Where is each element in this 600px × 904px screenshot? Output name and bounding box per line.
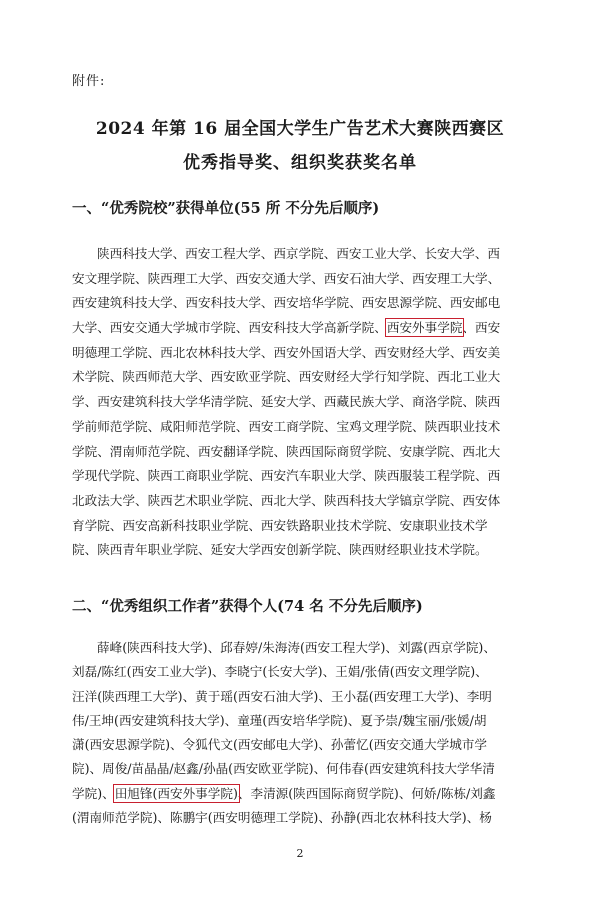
paragraph-line: 育学院、西安高新科技职业学院、西安铁路职业技术学院、安康职业技术学: [72, 517, 488, 533]
paragraph-line: 潇(西安思源学院)、令狐代文(西安邮电大学)、孙蕾忆(西安交通大学城市学: [72, 737, 487, 753]
paragraph-line: 院、陕西青年职业学院、延安大学西安创新学院、陕西财经职业技术学院。: [72, 542, 488, 558]
paragraph-line: 安文理学院、陕西理工大学、西安交通大学、西安石油大学、西安理工大学、: [72, 270, 501, 286]
document-title-line2: 优秀指导奖、组织奖获奖名单: [183, 153, 417, 173]
paragraph-line: 明德理工学院、西北农林科技大学、西安外国语大学、西安财经大学、西安美: [72, 344, 501, 360]
paragraph-line: 学、西安建筑科技大学华清学院、延安大学、西藏民族大学、商洛学院、陕西: [72, 394, 501, 410]
paragraph-line: 大学、西安交通大学城市学院、西安科技大学高新学院、西安外事学院、西安: [72, 320, 501, 336]
section2-paragraph: [72, 636, 532, 830]
section2-heading: 二、“优秀组织工作者”获得个人(74 名 不分先后顺序): [72, 598, 423, 615]
paragraph-line: 刘磊/陈红(西安工业大学)、李晓宁(长安大学)、王娟/张倩(西安文理学院)、: [72, 664, 488, 680]
paragraph-line: 汪洋(陕西理工大学)、黄于瑶(西安石油大学)、王小磊(西安理工大学)、李明: [72, 688, 492, 704]
paragraph-line: 伟/王坤(西安建筑科技大学)、童瑾(西安培华学院)、夏予崇/魏宝丽/张媛/胡: [72, 712, 487, 728]
paragraph-line: (渭南师范学院)、陈鹏宇(西安明德理工学院)、孙静(西北农林科技大学)、杨: [72, 810, 492, 826]
paragraph-line: 学前师范学院、咸阳师范学院、西安工商学院、宝鸡文理学院、陕西职业技术: [72, 418, 501, 434]
paragraph-line: 学院、渭南师范学院、西安翻译学院、陕西国际商贸学院、安康学院、西北大: [72, 443, 501, 459]
paragraph-line: 术学院、陕西师范大学、西安欧亚学院、西安财经大学行知学院、西北工业大: [72, 369, 501, 385]
paragraph-line: 院)、周俊/苗晶晶/赵鑫/孙晶(西安欧亚学院)、何伟春(西安建筑科技大学华清: [72, 761, 495, 777]
section1-paragraph: [72, 242, 532, 563]
document-title-line1: 2024 年第 16 届全国大学生广告艺术大赛陕西赛区: [95, 119, 505, 139]
paragraph-line: 学院)、田旭锋(西安外事学院)、李清源(陕西国际商贸学院)、何娇/陈栋/刘鑫: [72, 785, 496, 801]
highlight-box-school: 西安外事学院: [386, 320, 463, 336]
section1-heading: 一、“优秀院校”获得单位(55 所 不分先后顺序): [72, 200, 380, 217]
attachment-label: 附件:: [72, 74, 106, 89]
paragraph-line: 北政法大学、陕西艺术职业学院、西北大学、陕西科技大学镐京学院、西安体: [72, 492, 501, 508]
paragraph-line: 陕西科技大学、西安工程大学、西京学院、西安工业大学、长安大学、西: [97, 246, 500, 261]
highlight-box-person: 田旭锋(西安外事学院): [114, 785, 238, 801]
paragraph-line: 学现代学院、陕西工商职业学院、西安汽车职业大学、陕西服装工程学院、西: [72, 468, 501, 484]
paragraph-line: 薛峰(陕西科技大学)、邱春婷/朱海涛(西安工程大学)、刘露(西京学院)、: [97, 640, 496, 655]
page-number: 2: [296, 847, 304, 860]
paragraph-line: 西安建筑科技大学、西安科技大学、西安培华学院、西安思源学院、西安邮电: [72, 295, 501, 311]
